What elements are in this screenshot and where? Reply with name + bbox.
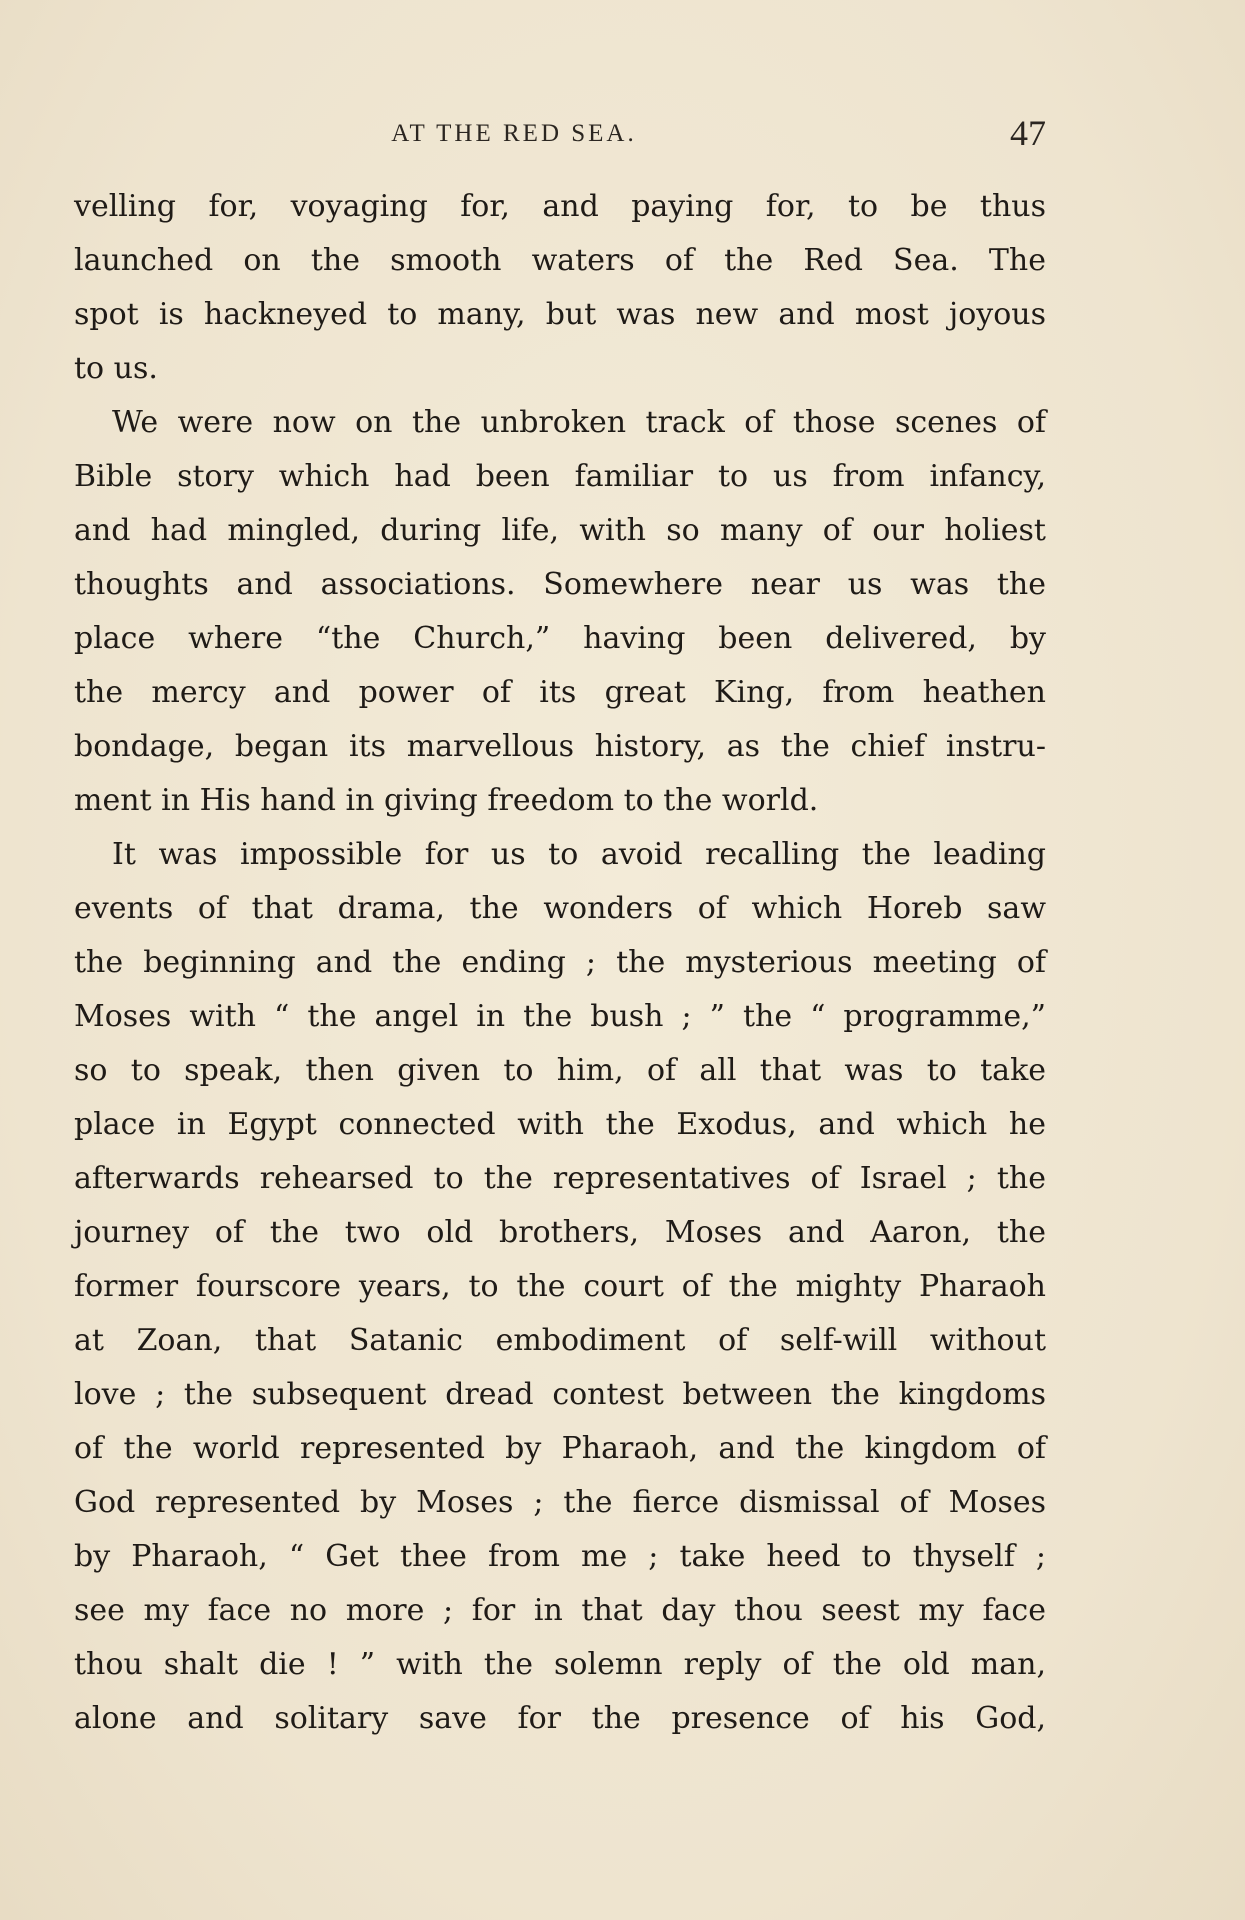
- text-line: at Zoan, that Satanic embodiment of self-will without: [74, 1323, 1046, 1358]
- text-line: to us.: [74, 351, 158, 386]
- text-line: bondage, began its marvellous history, as the chief instru-: [74, 729, 1046, 764]
- running-title: AT THE RED SEA.: [391, 120, 637, 147]
- text-line: God represented by Moses ; the fierce dismissal of Moses: [74, 1485, 1046, 1520]
- text-line: We were now on the unbroken track of those scenes of: [112, 405, 1046, 440]
- running-head: [74, 112, 1046, 152]
- text-line: place in Egypt connected with the Exodus, and which he: [74, 1107, 1046, 1142]
- text-line: events of that drama, the wonders of which Horeb saw: [74, 891, 1046, 926]
- text-line: alone and solitary save for the presence of his God,: [74, 1701, 1046, 1736]
- text-line: velling for, voyaging for, and paying for, to be thus: [74, 189, 1046, 224]
- text-line: thou shalt die ! ” with the solemn reply of the old man,: [74, 1647, 1046, 1682]
- text-line: launched on the smooth waters of the Red Sea. The: [74, 243, 1046, 278]
- text-line: so to speak, then given to him, of all that was to take: [74, 1053, 1046, 1088]
- text-line: of the world represented by Pharaoh, and the kingdom of: [74, 1431, 1046, 1466]
- text-line: thoughts and associations. Somewhere near us was the: [74, 567, 1046, 602]
- text-line: by Pharaoh, “ Get thee from me ; take heed to thyself ;: [74, 1539, 1046, 1574]
- text-line: afterwards rehearsed to the representatives of Israel ; the: [74, 1161, 1046, 1196]
- body-text: [74, 180, 1046, 1746]
- text-line: spot is hackneyed to many, but was new and most joyous: [74, 297, 1046, 332]
- text-line: the beginning and the ending ; the mysterious meeting of: [74, 945, 1046, 980]
- text-line: ment in His hand in giving freedom to the world.: [74, 783, 819, 818]
- text-line: Moses with “ the angel in the bush ; ” the “ programme,”: [74, 999, 1046, 1034]
- text-line: place where “the Church,” having been delivered, by: [74, 621, 1046, 656]
- page-number: 47: [1010, 113, 1046, 153]
- text-line: the mercy and power of its great King, from heathen: [74, 675, 1046, 710]
- text-line: journey of the two old brothers, Moses and Aaron, the: [74, 1215, 1046, 1250]
- text-line: see my face no more ; for in that day thou seest my face: [74, 1593, 1046, 1628]
- text-line: former fourscore years, to the court of the mighty Pharaoh: [74, 1269, 1046, 1304]
- text-line: love ; the subsequent dread contest between the kingdoms: [74, 1377, 1046, 1412]
- text-line: Bible story which had been familiar to us from infancy,: [74, 459, 1046, 494]
- text-line: It was impossible for us to avoid recalling the leading: [112, 837, 1046, 872]
- text-line: and had mingled, during life, with so many of our holiest: [74, 513, 1046, 548]
